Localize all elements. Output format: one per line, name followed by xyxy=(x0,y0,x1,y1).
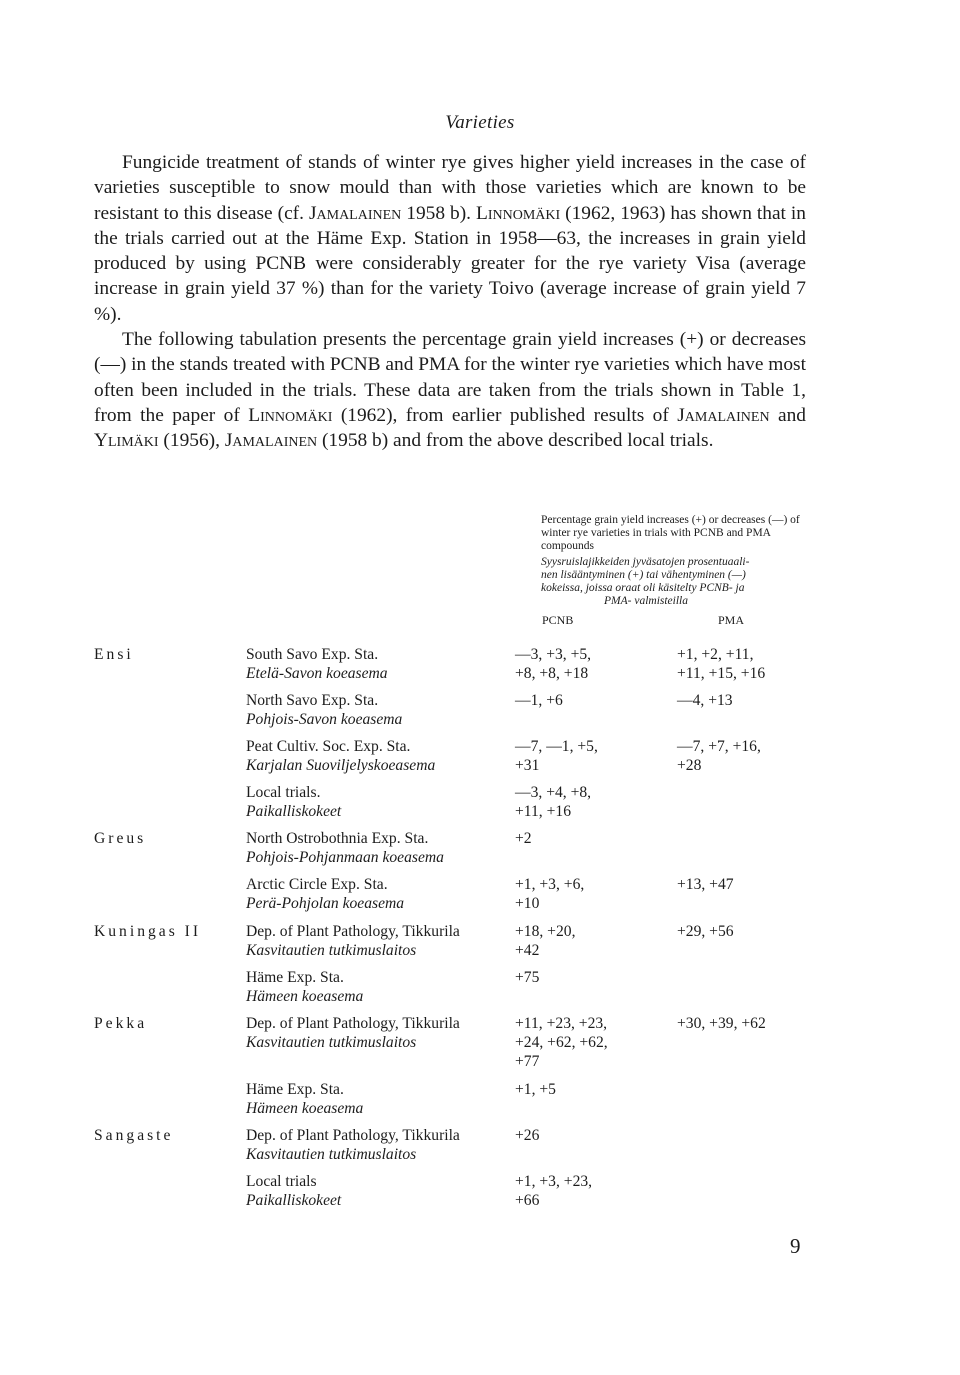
caption-line: kokeissa, joissa oraat oli käsitelty PCNB- ja xyxy=(541,581,745,594)
station-name-finnish: Pohjois-Pohjanmaan koeasema xyxy=(246,848,444,866)
station-name-finnish: Perä-Pohjolan koeasema xyxy=(246,894,405,912)
text-span: and xyxy=(769,404,806,426)
table-row-station xyxy=(246,1173,341,1211)
text-span: (1962), from earlier published results of xyxy=(332,404,678,426)
station-name-finnish: Kasvitautien tutkimuslaitos xyxy=(246,1033,417,1051)
variety-ensi: Ensi xyxy=(94,646,134,663)
station-name-finnish: Hämeen koeasema xyxy=(246,987,364,1005)
station-name: Local trials xyxy=(246,1173,317,1190)
page-number: 9 xyxy=(790,1234,801,1258)
value-line: +10 xyxy=(515,894,540,912)
section-heading: Varieties xyxy=(445,112,515,133)
station-name-finnish: Pohjois-Savon koeasema xyxy=(246,710,403,728)
value-line: —4, +13 xyxy=(677,692,733,709)
station-name: Local trials. xyxy=(246,784,321,801)
value-line: +11, +15, +16 xyxy=(677,664,766,682)
value-line: +1, +3, +6, xyxy=(515,876,585,893)
text-span: Fungicide treatment of stands of winter rye gives higher yield increases in the case of varieties susceptible to snow mould than with those varieties which are known to be resistant to this disease (cf. xyxy=(94,152,806,224)
station-name: Häme Exp. Sta. xyxy=(246,969,344,986)
text-span: The following tabulation presents the percentage grain yield increases (+) or decreases (—) in the stands treated with PCNB and PMA for the winter rye varieties which have most often been included in the trials. These data are taken from the trials shown in Table 1, from the paper of xyxy=(94,329,806,426)
pcnb-values xyxy=(515,1081,556,1100)
table-row-station xyxy=(246,923,460,961)
station-name: South Savo Exp. Sta. xyxy=(246,646,379,663)
value-line: +77 xyxy=(515,1052,540,1070)
pcnb-values xyxy=(515,876,584,914)
station-name: Dep. of Plant Pathology, Tikkurila xyxy=(246,1127,460,1144)
pma-values xyxy=(677,923,734,942)
table-row-station xyxy=(246,692,402,730)
pma-values xyxy=(677,876,734,895)
text-span: (1956), xyxy=(158,430,225,452)
value-line: +31 xyxy=(515,756,540,774)
value-line: +26 xyxy=(515,1127,540,1144)
author-name: Jamalainen xyxy=(224,430,318,452)
pma-values xyxy=(677,738,761,776)
pcnb-values xyxy=(515,1173,592,1211)
station-name-finnish: Kasvitautien tutkimuslaitos xyxy=(246,941,417,959)
value-line: +2 xyxy=(515,830,532,847)
author-name: Jamalainen xyxy=(308,202,402,224)
pcnb-values xyxy=(515,923,575,961)
pcnb-values xyxy=(515,784,591,822)
station-name: North Ostrobothnia Exp. Sta. xyxy=(246,830,429,847)
table-caption xyxy=(541,514,801,608)
text-span: 1958 b). xyxy=(401,202,476,224)
station-name: North Savo Exp. Sta. xyxy=(246,692,379,709)
column-header-pma: PMA xyxy=(718,613,745,627)
pcnb-values xyxy=(515,1015,608,1071)
author-name: Jamalainen xyxy=(677,404,770,426)
station-name-finnish: Etelä-Savon koeasema xyxy=(246,664,388,682)
pcnb-values xyxy=(515,738,598,776)
paragraph-1 xyxy=(94,150,806,327)
pma-values xyxy=(677,646,765,684)
station-name-finnish: Hämeen koeasema xyxy=(246,1099,364,1117)
table-row-station xyxy=(246,876,404,914)
station-name-finnish: Paikalliskokeet xyxy=(246,802,342,820)
station-name: Dep. of Plant Pathology, Tikkurila xyxy=(246,923,460,940)
station-name: Häme Exp. Sta. xyxy=(246,1081,344,1098)
value-line: —1, +6 xyxy=(515,692,563,709)
variety-kuningas: Kuningas II xyxy=(94,923,202,940)
table-row-station xyxy=(246,1081,363,1119)
station-name-finnish: Karjalan Suoviljelyskoeasema xyxy=(246,756,436,774)
value-line: —7, +7, +16, xyxy=(677,738,761,755)
value-line: +30, +39, +62 xyxy=(677,1015,766,1032)
value-line: +11, +16 xyxy=(515,802,571,820)
value-line: +29, +56 xyxy=(677,923,734,940)
station-name: Arctic Circle Exp. Sta. xyxy=(246,876,388,893)
pma-values xyxy=(677,692,733,711)
value-line: +1, +3, +23, xyxy=(515,1173,593,1190)
value-line: —3, +4, +8, xyxy=(515,784,592,801)
value-line: —7, —1, +5, xyxy=(515,738,598,755)
table-caption-finnish xyxy=(541,556,801,607)
table-caption-english: Percentage grain yield increases (+) or decreases (—) of winter rye varieties in trials with PCNB and PMA compounds xyxy=(541,514,800,552)
value-line: +1, +2, +11, xyxy=(677,646,754,663)
table-row-station xyxy=(246,1127,460,1165)
value-line: +13, +47 xyxy=(677,876,734,893)
pcnb-values xyxy=(515,969,539,988)
table-row-station xyxy=(246,646,388,684)
value-line: +28 xyxy=(677,756,702,774)
value-line: +18, +20, xyxy=(515,923,576,940)
body-text xyxy=(94,150,806,454)
table-row-station xyxy=(246,784,341,822)
table-row-station xyxy=(246,738,435,776)
text-span: (1958 b) and from the above described local trials. xyxy=(317,430,714,452)
pma-values xyxy=(677,1015,766,1034)
variety-pekka: Pekka xyxy=(94,1015,148,1032)
station-name-finnish: Kasvitautien tutkimuslaitos xyxy=(246,1145,417,1163)
variety-sangaste: Sangaste xyxy=(94,1127,174,1144)
value-line: +8, +8, +18 xyxy=(515,664,589,682)
station-name: Peat Cultiv. Soc. Exp. Sta. xyxy=(246,738,411,755)
pcnb-values xyxy=(515,830,532,849)
value-line: +11, +23, +23, xyxy=(515,1015,608,1032)
station-name: Dep. of Plant Pathology, Tikkurila xyxy=(246,1015,460,1032)
author-name: Linnomäki xyxy=(476,202,561,224)
text-span: (1962, 1963) has shown that in the trials carried out at the Häme Exp. Station in 1958—63, the increases in grain yield produced by using PCNB were considerably greater for the rye variety Visa (average increase in grain yield 37 %) than for the variety Toivo (average increase of grain yield 7 %). xyxy=(94,202,806,325)
pcnb-values xyxy=(515,646,591,684)
variety-greus: Greus xyxy=(94,830,147,847)
table-row-station xyxy=(246,969,363,1007)
table-row-station xyxy=(246,1015,460,1053)
paragraph-2 xyxy=(94,327,806,453)
value-line: +1, +5 xyxy=(515,1081,556,1098)
author-name: Linnomäki xyxy=(248,404,333,426)
caption-line: nen lisääntyminen (+) tai vähentyminen (—) xyxy=(541,569,746,582)
caption-line: Syysruislajikkeiden jyväsatojen prosentuaali- xyxy=(541,556,750,569)
author-name: Ylimäki xyxy=(94,430,159,452)
table-row-station xyxy=(246,830,444,868)
caption-line: PMA- valmisteilla xyxy=(604,594,688,607)
value-line: +75 xyxy=(515,969,540,986)
value-line: +24, +62, +62, xyxy=(515,1033,608,1051)
pcnb-values xyxy=(515,692,563,711)
station-name-finnish: Paikalliskokeet xyxy=(246,1191,342,1209)
column-header-pcnb: PCNB xyxy=(542,613,574,627)
pcnb-values xyxy=(515,1127,539,1146)
value-line: +66 xyxy=(515,1191,540,1209)
value-line: —3, +3, +5, xyxy=(515,646,592,663)
value-line: +42 xyxy=(515,941,540,959)
